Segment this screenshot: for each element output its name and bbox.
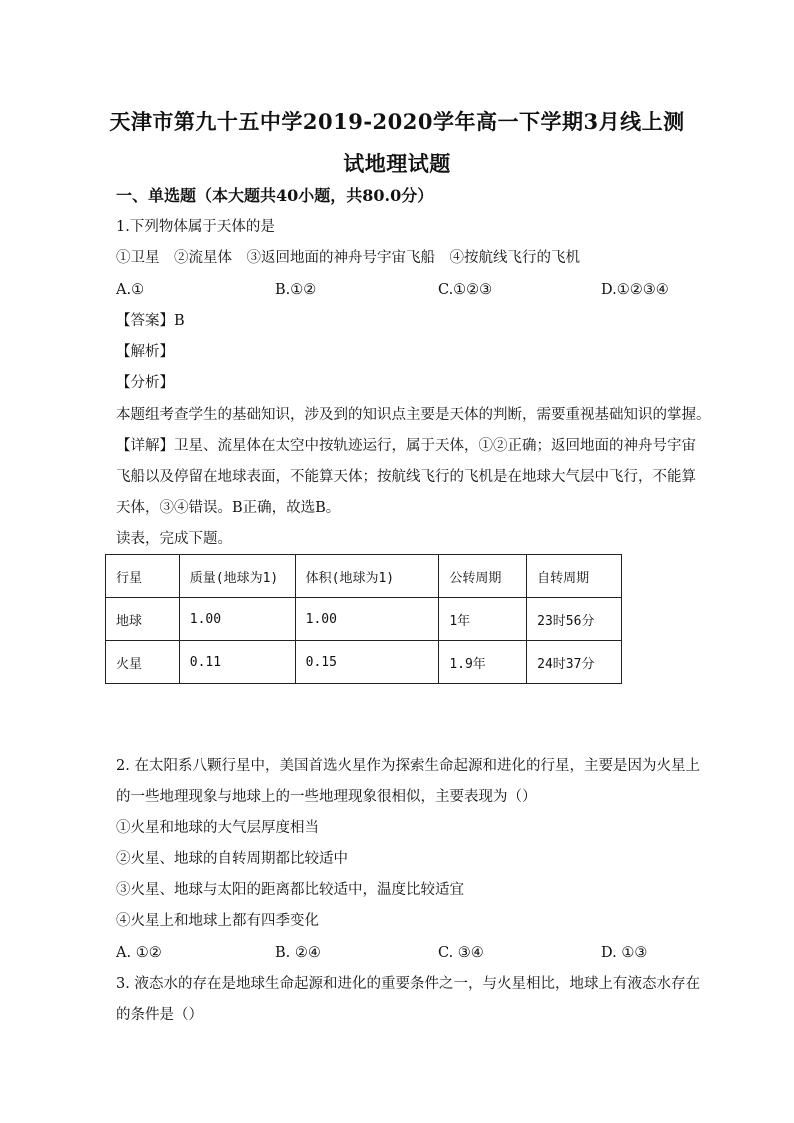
q1-fenxi-heading: 【分析】 — [116, 375, 174, 391]
table-intro: 读表，完成下题。 — [116, 531, 232, 547]
q1-items: ①卫星 ②流星体 ③返回地面的神舟号宇宙飞船 ④按航线飞行的飞机 — [116, 250, 580, 266]
q1-option-a: A.① — [116, 282, 145, 298]
table-cell: 1.00 — [295, 598, 439, 641]
table-cell: 地球 — [106, 598, 180, 641]
table-cell: 23时56分 — [527, 598, 622, 641]
q1-detail-line: 飞船以及停留在地球表面，不能算天体；按航线飞行的飞机是在地球大气层中飞行，不能算 — [116, 469, 696, 485]
table-header-cell: 自转周期 — [527, 555, 622, 598]
q2-option-d: D. ①③ — [601, 945, 648, 961]
planet-comparison-table — [105, 554, 622, 684]
table-cell: 0.11 — [179, 641, 295, 684]
q1-analysis: 本题组考查学生的基础知识，涉及到的知识点主要是天体的判断，需要重视基础知识的掌握。 — [116, 407, 711, 423]
q1-option-c: C.①②③ — [438, 282, 493, 298]
table-row — [106, 641, 622, 684]
q2-item: ③火星、地球与太阳的距离都比较适中，温度比较适宜 — [116, 882, 464, 898]
q2-item: ②火星、地球的自转周期都比较适中 — [116, 851, 348, 867]
table-cell: 1.9年 — [439, 641, 527, 684]
table-cell: 24时37分 — [527, 641, 622, 684]
document-title-line1: 天津市第九十五中学2019-2020学年高一下学期3月线上测 — [109, 109, 685, 134]
q1-option-b: B.①② — [275, 282, 317, 298]
q2-item: ①火星和地球的大气层厚度相当 — [116, 820, 319, 836]
q3-stem-line: 3. 液态水的存在是地球生命起源和进化的重要条件之一，与火星相比，地球上有液态水存在 — [116, 976, 700, 992]
table-header-cell: 行星 — [106, 555, 180, 598]
q2-item: ④火星上和地球上都有四季变化 — [116, 913, 319, 929]
q2-stem-line: 2. 在太阳系八颗行星中，美国首选火星作为探索生命起源和进化的行星，主要是因为火星上 — [116, 758, 700, 774]
q1-detail-line: 天体，③④错误。B正确，故选B。 — [116, 500, 341, 516]
table-cell: 火星 — [106, 641, 180, 684]
q2-stem-line: 的一些地理现象与地球上的一些地理现象很相似，主要表现为（） — [116, 789, 537, 805]
table-header-cell: 公转周期 — [439, 555, 527, 598]
q2-option-c: C. ③④ — [438, 945, 484, 961]
q2-option-a: A. ①② — [116, 945, 162, 961]
table-cell: 1.00 — [179, 598, 295, 641]
document-title-line2: 试地理试题 — [343, 151, 451, 176]
table-header-cell: 质量(地球为1) — [179, 555, 295, 598]
table-cell: 1年 — [439, 598, 527, 641]
q1-jiexi-heading: 【解析】 — [116, 344, 174, 360]
q1-detail-line: 【详解】卫星、流星体在太空中按轨迹运行，属于天体，①②正确；返回地面的神舟号宇宙 — [116, 438, 696, 454]
q1-option-d: D.①②③④ — [601, 282, 669, 298]
table-cell: 0.15 — [295, 641, 439, 684]
table-row — [106, 598, 622, 641]
q1-stem: 1.下列物体属于天体的是 — [116, 219, 275, 235]
q2-option-b: B. ②④ — [275, 945, 321, 961]
q3-stem-line: 的条件是（） — [116, 1007, 203, 1023]
table-header-row — [106, 555, 622, 598]
q1-answer: 【答案】B — [116, 313, 185, 329]
section-heading: 一、单选题（本大题共40小题，共80.0分） — [116, 186, 434, 205]
table-header-cell: 体积(地球为1) — [295, 555, 439, 598]
